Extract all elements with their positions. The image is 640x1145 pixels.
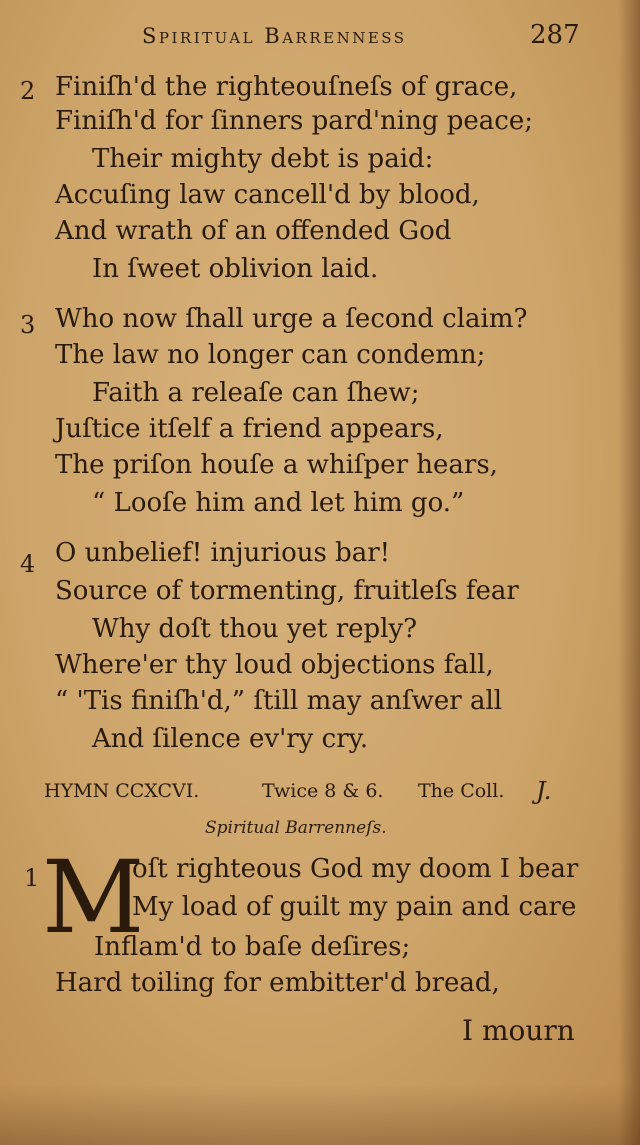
hymn-author-mark: J. (536, 777, 552, 805)
verse-line: Juſtice itſelf a friend appears, (55, 414, 444, 444)
hymn-tune: The Coll. (418, 780, 505, 802)
verse-line: Where'er thy loud objections fall, (55, 650, 494, 680)
verse-line: Finiſh'd for ſinners pard'ning peace; (55, 106, 533, 136)
running-head: Spiritual Barrenness (142, 24, 407, 48)
verse-line: In ſweet oblivion laid. (92, 254, 379, 284)
hymn-meter: Twice 8 & 6. (262, 780, 384, 802)
drop-cap: M (42, 839, 145, 956)
verse-line: “ 'Tis finiſh'd,” ſtill may anſwer all (55, 686, 503, 716)
verse-line: O unbelief! injurious bar! (55, 538, 391, 568)
verse-line: Source of tormenting, fruitleſs fear (55, 576, 519, 606)
verse-line: oſt righteous God my doom I bear (132, 854, 579, 884)
catchword: I mourn (462, 1014, 575, 1047)
verse-line: The law no longer can condemn; (55, 340, 486, 370)
verse-line: Inflam'd to baſe deſires; (94, 932, 411, 962)
verse-line: Why doſt thou yet reply? (92, 614, 418, 644)
verse-line: Their mighty debt is paid: (92, 144, 434, 174)
page-number: 287 (530, 20, 580, 50)
verse-line: Hard toiling for embitter'd bread, (55, 968, 500, 998)
page-edge-shadow (618, 0, 640, 1145)
hymn-subtitle: Spiritual Barrenneſs. (205, 818, 387, 838)
verse-line: The priſon houſe a whiſper hears, (55, 450, 498, 480)
stanza-number: 1 (24, 864, 40, 892)
verse-line: My load of guilt my pain and care (132, 892, 577, 922)
verse-line: Accuſing law cancell'd by blood, (55, 180, 480, 210)
verse-line: And ſilence ev'ry cry. (92, 724, 369, 754)
page-bottom-shadow (0, 1085, 640, 1145)
verse-line: Who now ſhall urge a ſecond claim? (55, 304, 528, 334)
stanza-number: 3 (20, 311, 36, 339)
verse-line: Finiſh'd the righteouſneſs of grace, (55, 72, 518, 102)
stanza-number: 2 (20, 77, 36, 105)
stanza-number: 4 (20, 550, 36, 578)
verse-line: Faith a releaſe can ſhew; (92, 378, 420, 408)
verse-line: “ Looſe him and let him go.” (92, 488, 465, 518)
verse-line: And wrath of an offended God (55, 216, 452, 246)
hymn-title: HYMN CCXCVI. (44, 780, 200, 802)
